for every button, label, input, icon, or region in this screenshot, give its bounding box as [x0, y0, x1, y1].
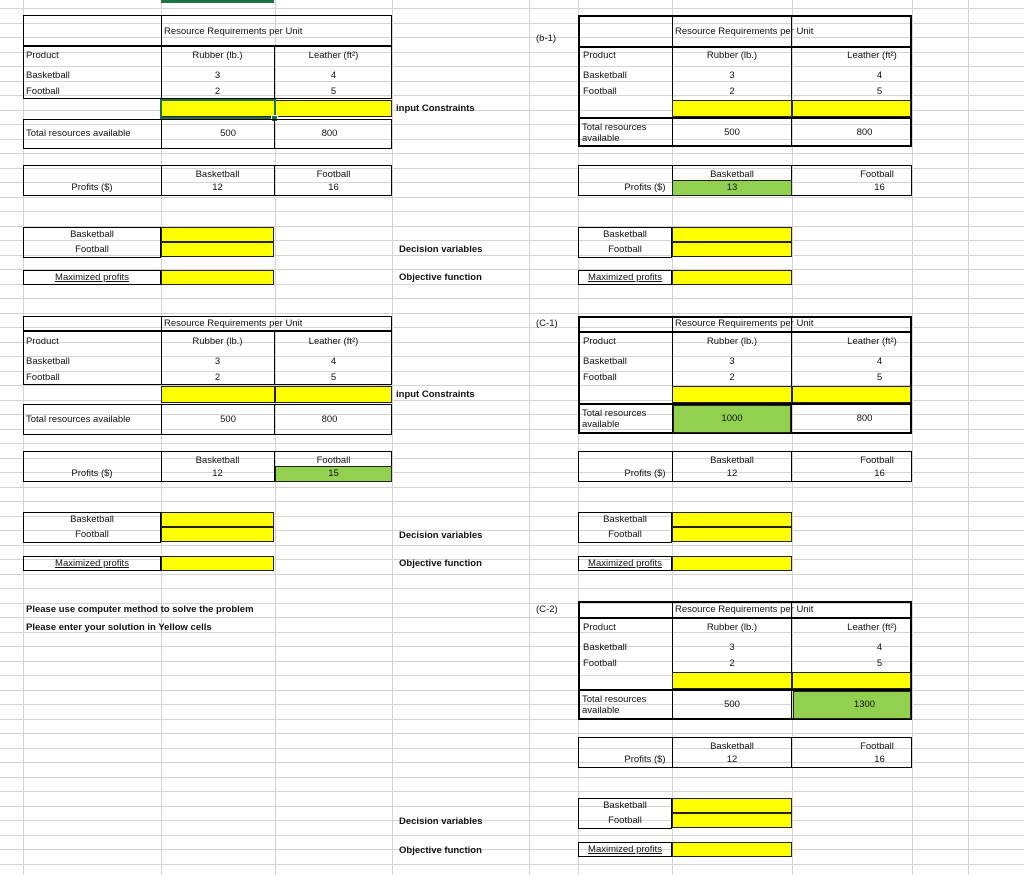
model-a-football-rubber: 2 — [214, 86, 221, 98]
model-c2-football-row: Football — [583, 658, 617, 670]
model-a2-product-label: Product — [26, 336, 59, 348]
model-c1-profit-football: 16 — [874, 468, 885, 480]
model-a-maximized-profits-input[interactable] — [161, 270, 274, 285]
model-a2-decision-football-label: Football — [75, 528, 109, 540]
model-c2-football-rubber: 2 — [729, 658, 735, 670]
model-c2-profit-football-label: Football — [860, 741, 894, 753]
model-a-profit-football: 16 — [328, 182, 339, 194]
model-c2-maximized-profits-input[interactable] — [672, 842, 792, 857]
model-a2-decision-variables-note: Decision variables — [399, 530, 483, 542]
model-b1-decision-football-label: Football — [608, 243, 642, 255]
model-b1-football-quantity-input[interactable] — [672, 242, 792, 257]
model-b1-football-leather: 5 — [876, 86, 883, 98]
model-b1-maximized-profits-label: Maximized profits — [588, 271, 662, 283]
model-a-basketball-quantity-input[interactable] — [161, 227, 274, 242]
model-b1-product-label: Product — [583, 50, 616, 62]
model-c2-header: Resource Requirements per Unit — [675, 604, 814, 616]
model-c2-basketball-rubber: 3 — [729, 642, 735, 654]
model-c2-basketball-quantity-input[interactable] — [672, 798, 792, 813]
model-c2-maximized-profits-label: Maximized profits — [588, 843, 662, 855]
model-a2-rubber-constraint-input[interactable] — [161, 386, 275, 403]
model-c1-football-rubber: 2 — [729, 372, 735, 384]
selected-column-indicator — [161, 0, 274, 3]
model-c1-rubber-label: Rubber (lb.) — [706, 336, 758, 348]
model-b1-rubber-constraint-input[interactable] — [672, 100, 792, 117]
model-c2-profit-football: 16 — [874, 754, 885, 766]
model-a-leather-label: Leather (ft²) — [308, 50, 359, 62]
model-a-decision-variables-note: Decision variables — [399, 244, 483, 256]
model-c1-football-leather: 5 — [876, 372, 883, 384]
model-b1-basketball-quantity-input[interactable] — [672, 227, 792, 242]
model-b1-profit-football: 16 — [874, 182, 885, 194]
model-b1-rubber-label: Rubber (lb.) — [706, 50, 758, 62]
model-a2-basketball-quantity-input[interactable] — [161, 512, 274, 527]
model-c2-profits-label: Profits ($) — [624, 754, 666, 766]
model-a2-football-row: Football — [26, 372, 60, 384]
model-c2-total-resources-label: Total resources available — [582, 694, 647, 716]
model-c1-leather-available: 800 — [856, 413, 873, 425]
model-a2-profit-football-label: Football — [316, 455, 351, 467]
model-c2-leather-constraint-input[interactable] — [792, 672, 911, 689]
model-a2-rubber-label: Rubber (lb.) — [192, 336, 243, 348]
model-b1-rubber-available: 500 — [724, 127, 740, 139]
model-b1-header: Resource Requirements per Unit — [675, 26, 814, 38]
model-a-decision-football-label: Football — [75, 243, 109, 255]
model-c2-football-leather: 5 — [876, 658, 883, 670]
model-a2-profits-label: Profits ($) — [71, 468, 113, 480]
model-c2-rubber-available: 500 — [724, 699, 740, 711]
model-c2-profit-basketball-label: Basketball — [710, 741, 754, 753]
model-c1-basketball-quantity-input[interactable] — [672, 512, 792, 527]
model-b1-basketball-rubber: 3 — [729, 70, 735, 82]
model-a2-football-leather: 5 — [330, 372, 337, 384]
model-a2-basketball-row: Basketball — [26, 356, 70, 368]
model-c1-maximized-profits-label: Maximized profits — [588, 557, 662, 569]
model-c2-product-label: Product — [583, 622, 616, 634]
model-a-decision-basketball-label: Basketball — [70, 228, 114, 240]
model-a-football-quantity-input[interactable] — [161, 242, 274, 257]
model-b1-leather-constraint-input[interactable] — [792, 100, 911, 117]
model-a-product-label: Product — [26, 50, 59, 62]
model-a2-total-resources-label: Total resources available — [26, 414, 131, 426]
model-a2-profit-football: 15 — [328, 468, 339, 480]
model-a-basketball-leather: 4 — [330, 70, 337, 82]
model-a-total-resources-label: Total resources available — [26, 128, 131, 140]
model-b1-leather-available: 800 — [856, 127, 873, 139]
model-c2-basketball-leather: 4 — [876, 642, 883, 654]
model-b1-total-resources-label: Total resources available — [582, 122, 647, 144]
instruction-line-1: Please use computer method to solve the problem — [26, 604, 254, 616]
model-a2-rubber-available: 500 — [220, 414, 236, 426]
model-a2-header: Resource Requirements per Unit — [164, 318, 303, 330]
model-c2-leather-available: 1300 — [853, 699, 876, 711]
model-c1-product-label: Product — [583, 336, 616, 348]
model-a-leather-constraint-input[interactable] — [275, 100, 392, 117]
model-c2-rubber-constraint-input[interactable] — [672, 672, 792, 689]
model-b1-leather-label: Leather (ft²) — [847, 50, 897, 62]
model-a-basketball-rubber: 3 — [214, 70, 221, 82]
model-c1-leather-label: Leather (ft²) — [847, 336, 897, 348]
model-c1-basketball-row: Basketball — [583, 356, 627, 368]
model-a-football-leather: 5 — [330, 86, 337, 98]
part-label-c1: (C-1) — [536, 318, 558, 330]
model-c1-profits-label: Profits ($) — [624, 468, 666, 480]
model-a-objective-function-note: Objective function — [399, 272, 482, 284]
model-a2-basketball-leather: 4 — [330, 356, 337, 368]
model-b1-totals-divider — [578, 117, 912, 119]
model-a-profits-label: Profits ($) — [71, 182, 113, 194]
model-c2-objective-function-note: Objective function — [399, 845, 482, 857]
model-b1-football-row: Football — [583, 86, 617, 98]
model-c2-leather-label: Leather (ft²) — [847, 622, 897, 634]
model-c1-football-row: Football — [583, 372, 617, 384]
model-a-maximized-profits-label: Maximized profits — [55, 271, 129, 283]
model-c1-rubber-available: 1000 — [721, 413, 743, 425]
model-a2-leather-label: Leather (ft²) — [308, 336, 359, 348]
model-a2-leather-constraint-input[interactable] — [275, 386, 392, 403]
model-a2-maximized-profits-label: Maximized profits — [55, 557, 129, 569]
model-c1-leather-constraint-input[interactable] — [792, 386, 911, 403]
part-label-c2: (C-2) — [536, 604, 558, 616]
model-b1-decision-basketball-label: Basketball — [603, 228, 647, 240]
model-a2-decision-basketball-label: Basketball — [70, 513, 114, 525]
model-c1-profit-football-label: Football — [860, 455, 894, 467]
model-c1-header: Resource Requirements per Unit — [675, 318, 814, 330]
model-c1-profit-basketball: 12 — [726, 468, 738, 480]
model-a2-maximized-profits-input[interactable] — [161, 556, 274, 571]
model-b1-football-rubber: 2 — [729, 86, 735, 98]
model-a-football-row: Football — [26, 86, 60, 98]
model-c1-rubber-constraint-input[interactable] — [672, 386, 792, 403]
model-c2-football-quantity-input[interactable] — [672, 813, 792, 828]
model-a2-football-rubber: 2 — [214, 372, 221, 384]
model-c2-decision-variables-note: Decision variables — [399, 816, 483, 828]
model-b1-profit-basketball-label: Basketball — [710, 169, 754, 181]
model-c1-basketball-rubber: 3 — [729, 356, 735, 368]
model-a2-football-quantity-input[interactable] — [161, 527, 274, 542]
instruction-line-2: Please enter your solution in Yellow cells — [26, 622, 212, 634]
active-cell-selection[interactable] — [160, 99, 276, 119]
model-b1-basketball-row: Basketball — [583, 70, 627, 82]
model-a2-input-constraints-note: input Constraints — [396, 389, 475, 401]
model-c1-total-resources-label: Total resources available — [582, 408, 647, 430]
model-c2-basketball-row: Basketball — [583, 642, 627, 654]
model-b1-profits-label: Profits ($) — [624, 182, 666, 194]
model-a-header: Resource Requirements per Unit — [164, 26, 303, 38]
model-a2-profit-basketball-label: Basketball — [195, 455, 240, 467]
model-c2-decision-football-label: Football — [608, 814, 642, 826]
model-a-input-constraints-note: input Constraints — [396, 103, 475, 115]
model-c1-basketball-leather: 4 — [876, 356, 883, 368]
model-c1-profit-basketball-label: Basketball — [710, 455, 754, 467]
model-b1-maximized-profits-input[interactable] — [672, 270, 792, 285]
model-c1-maximized-profits-input[interactable] — [672, 556, 792, 571]
model-c2-profit-basketball: 12 — [726, 754, 738, 766]
model-a-leather-available: 800 — [321, 128, 338, 140]
model-a-profit-basketball: 12 — [212, 182, 223, 194]
model-a-profit-basketball-label: Basketball — [195, 169, 240, 181]
model-c1-football-quantity-input[interactable] — [672, 527, 792, 542]
model-a2-profit-basketball: 12 — [212, 468, 223, 480]
model-c2-decision-basketball-label: Basketball — [603, 799, 647, 811]
model-b1-profit-football-label: Football — [860, 169, 894, 181]
model-a-rubber-available: 500 — [220, 128, 236, 140]
model-c1-decision-football-label: Football — [608, 528, 642, 540]
model-a2-leather-available: 800 — [321, 414, 338, 426]
model-b1-profit-basketball: 13 — [726, 182, 738, 194]
model-c1-decision-basketball-label: Basketball — [603, 513, 647, 525]
model-a2-objective-function-note: Objective function — [399, 558, 482, 570]
model-a2-basketball-rubber: 3 — [214, 356, 221, 368]
model-c2-rubber-label: Rubber (lb.) — [706, 622, 758, 634]
model-a-basketball-row: Basketball — [26, 70, 70, 82]
model-a-rubber-label: Rubber (lb.) — [192, 50, 243, 62]
model-b1-basketball-leather: 4 — [876, 70, 883, 82]
model-a-profit-football-label: Football — [316, 169, 351, 181]
part-label-b1: (b-1) — [536, 33, 557, 45]
